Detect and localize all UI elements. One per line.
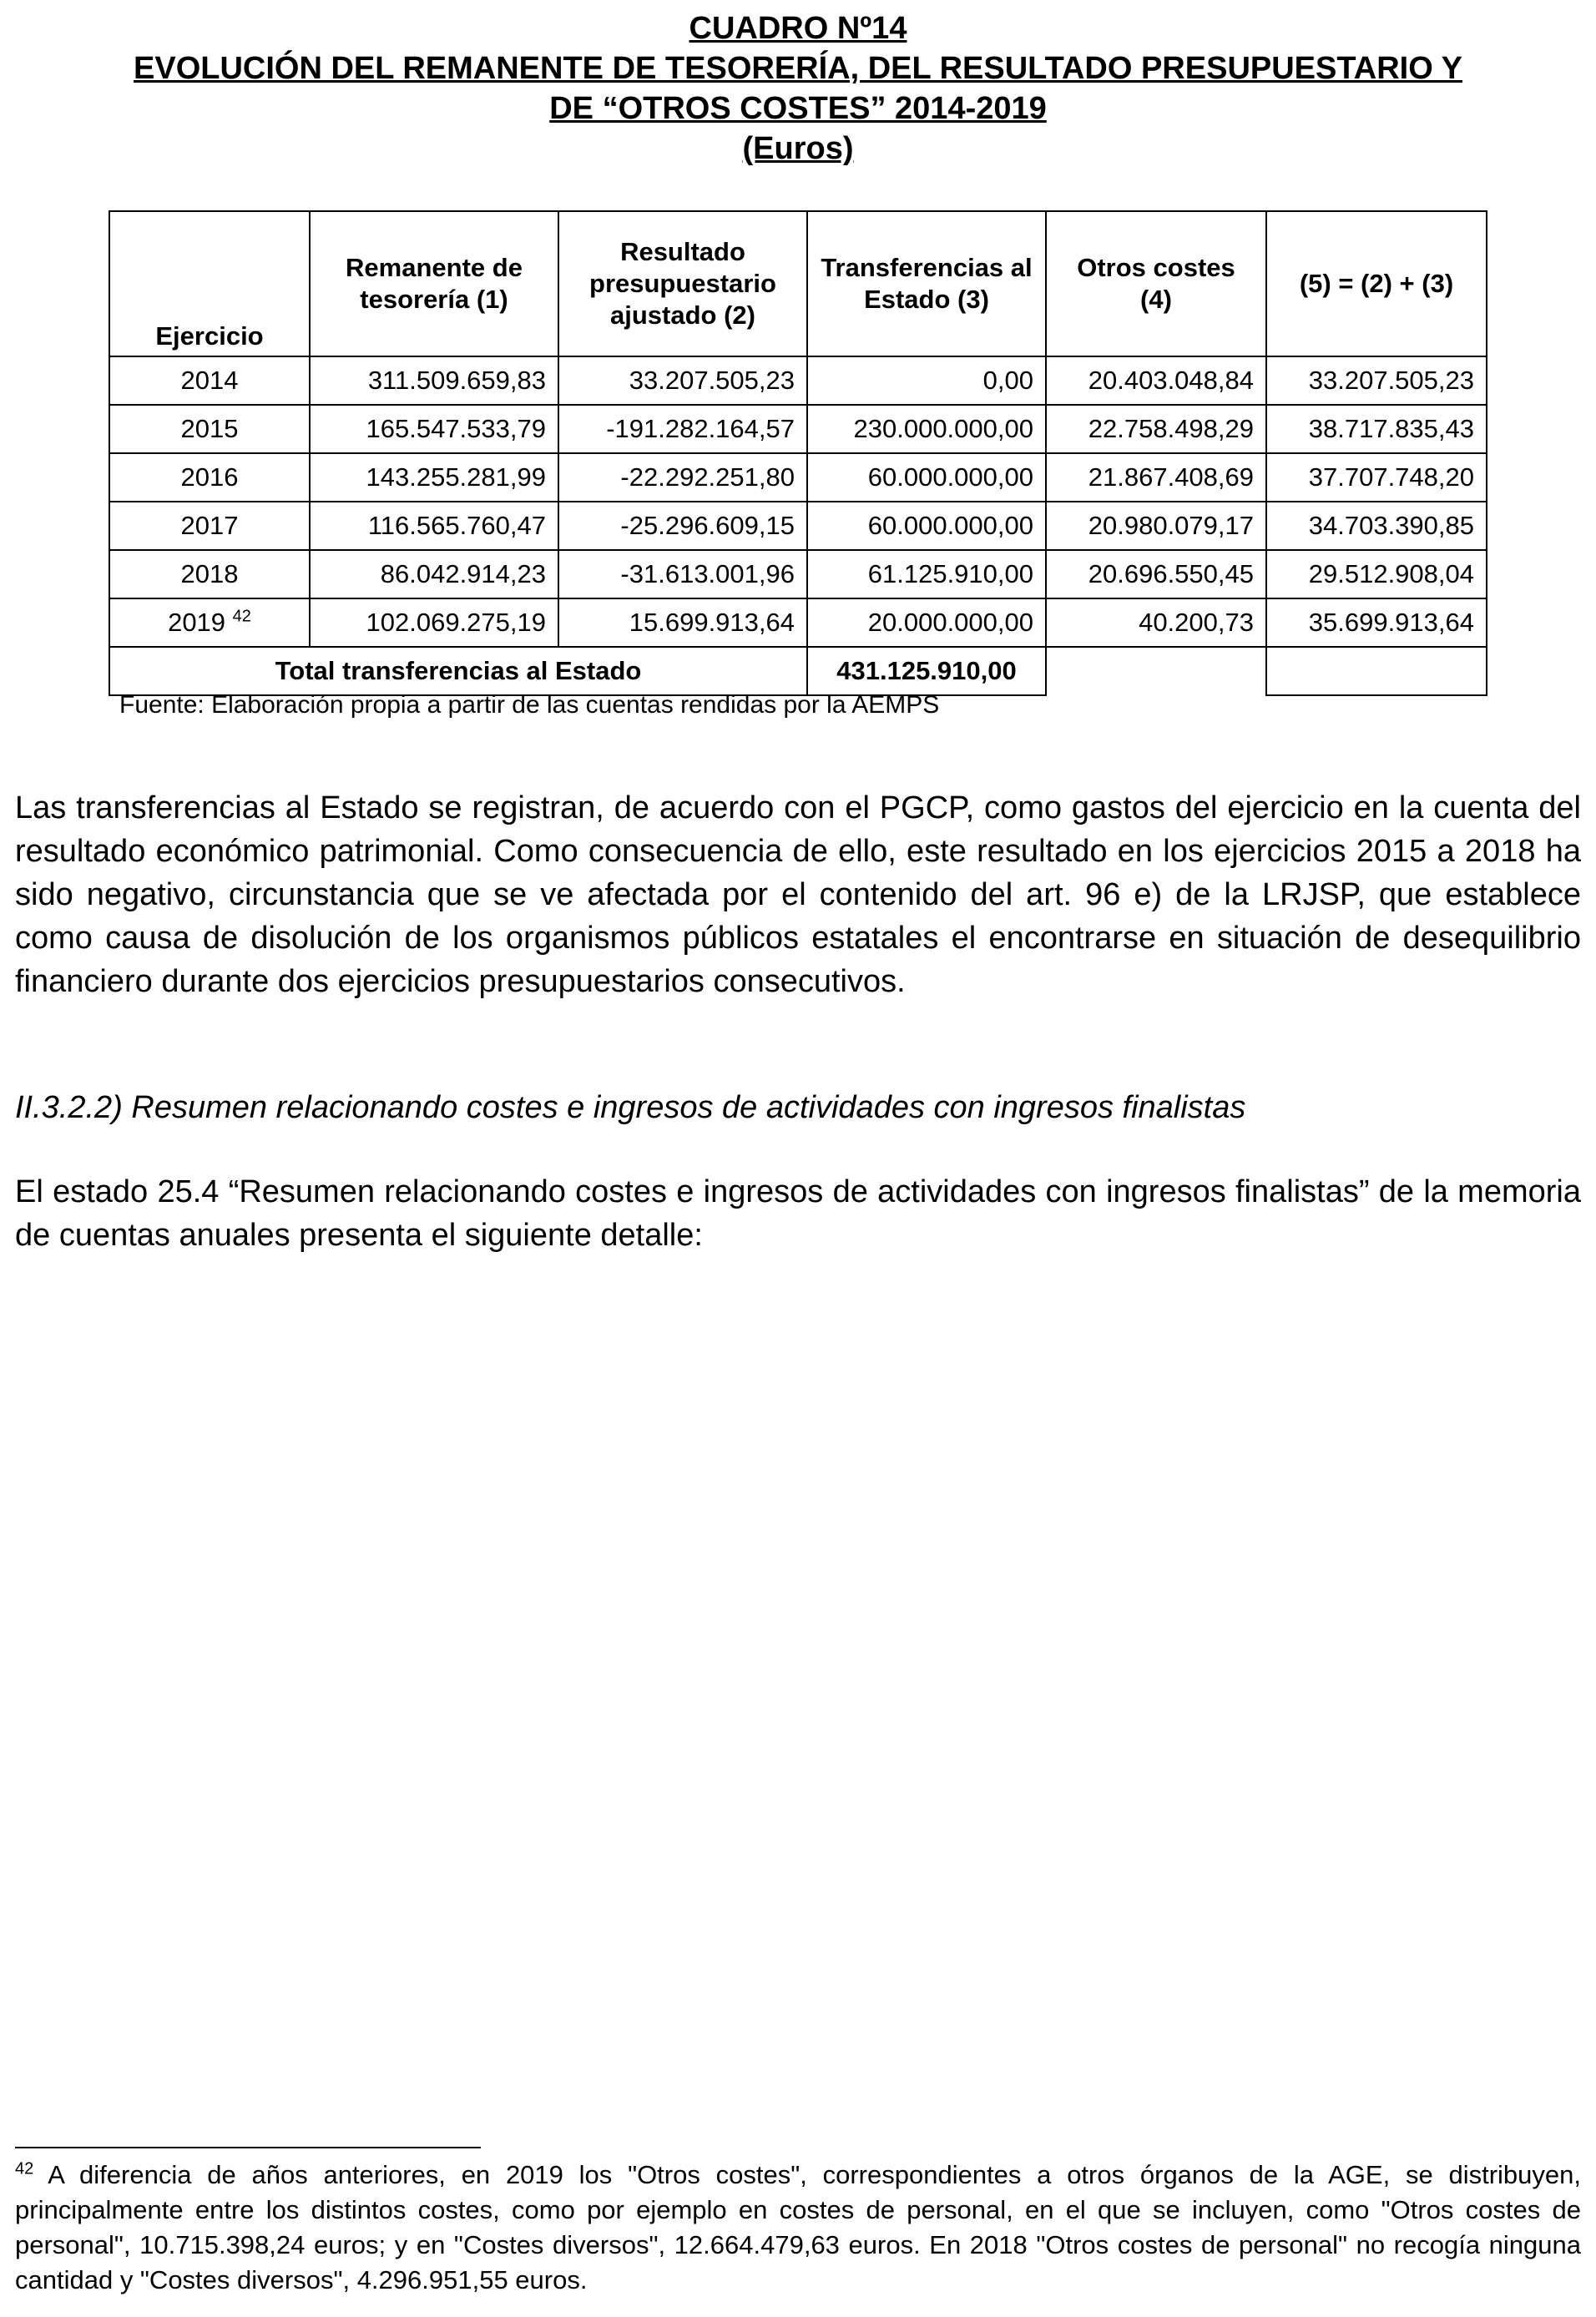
table-row — [109, 598, 1487, 647]
table-cell: 33.207.505,23 — [1266, 356, 1487, 405]
table-cell: 60.000.000,00 — [807, 453, 1046, 502]
table-source: Fuente: Elaboración propia a partir de las cuentas rendidas por la AEMPS — [119, 691, 940, 719]
table-cell: 21.867.408,69 — [1046, 453, 1266, 502]
title-line-evolucion: EVOLUCIÓN DEL REMANENTE DE TESORERÍA, DEL RESULTADO PRESUPUESTARIO Y — [134, 51, 1462, 86]
header-otros-costes: Otros costes (4) — [1046, 211, 1266, 356]
year-cell — [109, 405, 310, 453]
year-label: 2017 — [180, 511, 239, 540]
title-line-otros-costes: DE “OTROS COSTES” 2014-2019 — [549, 91, 1047, 126]
table-cell: 0,00 — [807, 356, 1046, 405]
table-cell: 29.512.908,04 — [1266, 550, 1487, 598]
table-title — [0, 8, 1596, 169]
total-value: 431.125.910,00 — [807, 647, 1046, 695]
empty-bordered-cell — [1266, 647, 1487, 695]
paragraph-transferencias: Las transferencias al Estado se registran, de acuerdo con el PGCP, como gastos del ejercicio en la cuenta del resultado económico patrimonial. Como consecuencia de ello, este resultado en los ejercicios 2015 a 2018 ha sido negativo, circunstancia que se ve afectada por el contenido del art. 96 e) de la LRJSP, que establece como causa de disolución de los organismos públicos estatales el encontrarse en situación de desequilibrio financiero durante dos ejercicios presupuestarios consecutivos. — [15, 790, 1581, 999]
total-label: Total transferencias al Estado — [109, 647, 807, 695]
empty-cell — [1046, 647, 1266, 695]
table-cell: 61.125.910,00 — [807, 550, 1046, 598]
table-cell: 20.403.048,84 — [1046, 356, 1266, 405]
year-label: 2015 — [180, 414, 239, 443]
year-label: 2019 — [168, 608, 226, 637]
table-cell: 143.255.281,99 — [310, 453, 558, 502]
table-cell: 34.703.390,85 — [1266, 502, 1487, 550]
year-cell — [109, 356, 310, 405]
table-cell: 33.207.505,23 — [558, 356, 807, 405]
header-transferencias: Transferencias al Estado (3) — [807, 211, 1046, 356]
table-cell: -31.613.001,96 — [558, 550, 807, 598]
header-ejercicio: Ejercicio — [109, 211, 310, 356]
table-cell: 165.547.533,79 — [310, 405, 558, 453]
footnote-ref[interactable]: 42 — [232, 607, 251, 626]
table-header-row — [109, 211, 1487, 356]
header-remanente: Remanente de tesorería (1) — [310, 211, 558, 356]
table-cell: 20.696.550,45 — [1046, 550, 1266, 598]
year-label: 2018 — [180, 559, 239, 588]
data-table — [109, 210, 1487, 696]
table-cell: -22.292.251,80 — [558, 453, 807, 502]
table-row — [109, 405, 1487, 453]
table-cell: 60.000.000,00 — [807, 502, 1046, 550]
section-heading: II.3.2.2) Resumen relacionando costes e ingresos de actividades con ingresos finalistas — [15, 1090, 1246, 1125]
year-cell — [109, 598, 310, 647]
table-cell: 311.509.659,83 — [310, 356, 558, 405]
table-cell: 230.000.000,00 — [807, 405, 1046, 453]
footnote-divider — [15, 2147, 481, 2148]
table-cell: 38.717.835,43 — [1266, 405, 1487, 453]
table-row — [109, 502, 1487, 550]
table-row — [109, 453, 1487, 502]
table-cell: 22.758.498,29 — [1046, 405, 1266, 453]
table-cell: 102.069.275,19 — [310, 598, 558, 647]
footnote — [15, 2158, 1581, 2298]
year-label: 2014 — [180, 366, 239, 395]
title-line-cuadro: CUADRO Nº14 — [689, 11, 907, 46]
data-table-wrapper — [109, 210, 1486, 696]
paragraph-estado: El estado 25.4 “Resumen relacionando costes e ingresos de actividades con ingresos finalistas” de la memoria de cuentas anuales presenta el siguiente detalle: — [15, 1174, 1581, 1253]
year-label: 2016 — [180, 462, 239, 492]
table-cell: 37.707.748,20 — [1266, 453, 1487, 502]
year-cell — [109, 502, 310, 550]
header-resultado: Resultado presupuestario ajustado (2) — [558, 211, 807, 356]
table-row — [109, 550, 1487, 598]
table-cell: 40.200,73 — [1046, 598, 1266, 647]
title-line-euros: (Euros) — [742, 131, 854, 166]
footnote-text: A diferencia de años anteriores, en 2019 los "Otros costes", correspondientes a otros órganos de la AGE, se distribuyen, principalmente entre los distintos costes, como por ejemplo en costes de personal, en el que se incluyen, como "Otros costes de personal", 10.715.398,24 euros; y en "Costes diversos", 12.664.479,63 euros. En 2018 "Otros costes de personal" no recogía ninguna cantidad y "Costes diversos", 4.296.951,55 euros. — [15, 2160, 1581, 2294]
table-cell: -191.282.164,57 — [558, 405, 807, 453]
table-cell: 15.699.913,64 — [558, 598, 807, 647]
table-cell: 20.000.000,00 — [807, 598, 1046, 647]
table-cell: 116.565.760,47 — [310, 502, 558, 550]
year-cell — [109, 550, 310, 598]
total-row — [109, 647, 1487, 695]
table-cell: 20.980.079,17 — [1046, 502, 1266, 550]
footnote-marker: 42 — [15, 2159, 34, 2178]
table-cell: -25.296.609,15 — [558, 502, 807, 550]
table-cell: 35.699.913,64 — [1266, 598, 1487, 647]
table-cell: 86.042.914,23 — [310, 550, 558, 598]
table-row — [109, 356, 1487, 405]
year-cell — [109, 453, 310, 502]
header-formula: (5) = (2) + (3) — [1266, 211, 1487, 356]
